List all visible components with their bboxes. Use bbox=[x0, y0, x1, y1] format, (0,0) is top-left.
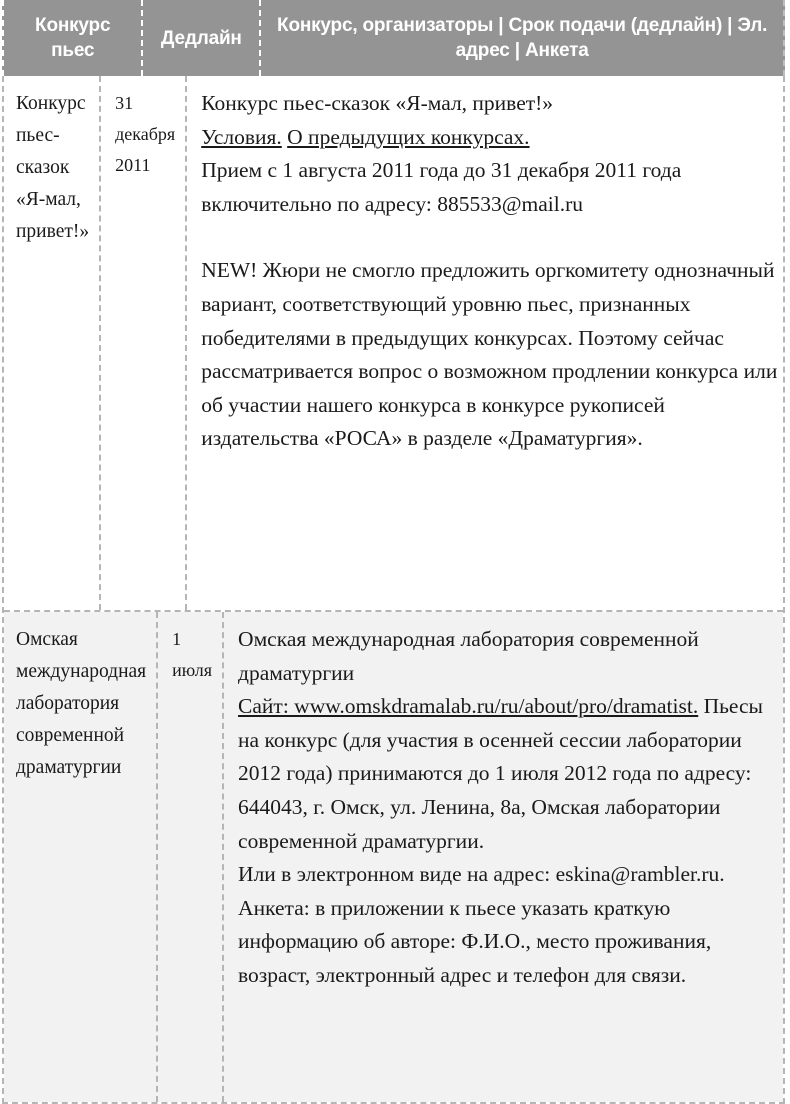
details-email-text: Или в электронном виде на адрес: eskina@rambler.ru. bbox=[238, 862, 725, 887]
column-header-details bbox=[261, 0, 783, 76]
details-site-and-submission bbox=[238, 690, 779, 858]
cell-deadline bbox=[99, 76, 187, 610]
details-news-text: NEW! Жюри не смогло предложить оргкомитету однозначный вариант, соответствующий уровню пьес, признанных победителями в предыдущих конкурсах. Поэтому сейчас рассматривается вопрос о возможном продлении конкурса или об участии нашего конкурса в конкурсе рукописей издательства «РОСА» в разделе «Драматургия». bbox=[201, 258, 778, 451]
details-submission-text: Прием с 1 августа 2011 года до 31 декабря 2011 года включительно по адресу: 885533@mail.ru bbox=[201, 158, 682, 216]
cell-deadline bbox=[156, 612, 224, 1102]
details-title bbox=[238, 623, 779, 690]
details-news bbox=[201, 254, 779, 456]
details-links bbox=[201, 121, 779, 155]
conditions-link[interactable]: Условия. bbox=[201, 124, 282, 149]
details-title-text: Конкурс пьес-сказок «Я-мал, привет!» bbox=[201, 91, 554, 115]
column-header-details-label: Конкурс, организаторы | Срок подачи (дедлайн) | Эл. адрес | Анкета bbox=[277, 15, 768, 61]
table-row bbox=[4, 612, 783, 1102]
deadline-text: 31 декабря 2011 bbox=[115, 93, 176, 175]
details-form-text: Анкета: в приложении к пьесе указать краткую информацию об авторе: Ф.И.О., место проживания, возраст, электронный адрес и телефон для связи. bbox=[238, 895, 712, 987]
column-header-contest bbox=[4, 0, 141, 76]
contest-name-text: Омская международная лаборатория современной драматургии bbox=[16, 629, 147, 778]
details-title bbox=[201, 87, 779, 121]
cell-contest-name bbox=[4, 76, 99, 610]
details-title-text: Омская международная лаборатория современной драматургии bbox=[238, 627, 699, 685]
details-email bbox=[238, 858, 779, 892]
cell-details bbox=[224, 612, 783, 1102]
previous-contests-link[interactable]: О предыдущих конкурсах. bbox=[287, 124, 530, 149]
table-header-row bbox=[2, 0, 785, 76]
website-link[interactable]: Сайт: www.omskdramalab.ru/ru/about/pro/dramatist. bbox=[238, 694, 699, 719]
column-header-deadline bbox=[141, 0, 261, 76]
details-submission-text: Пьесы на конкурс (для участия в осенней сессии лаборатории 2012 года) принимаются до 1 июля 2012 года по адресу: 644043, г. Омск, ул. Ленина, 8а, Омская лаборатории современной драматургии. bbox=[238, 694, 763, 853]
deadline-text: 1 июля bbox=[172, 629, 213, 680]
cell-details bbox=[187, 76, 783, 610]
table-row bbox=[4, 76, 783, 612]
table-body bbox=[2, 76, 785, 1104]
details-form bbox=[238, 892, 779, 993]
details-submission bbox=[201, 154, 779, 221]
column-header-contest-label: Конкурс пьес bbox=[35, 15, 111, 61]
column-header-deadline-label: Дедлайн bbox=[160, 27, 242, 49]
contest-name-text: Конкурс пьес-сказок «Я-мал, привет!» bbox=[16, 93, 90, 242]
cell-contest-name bbox=[4, 612, 156, 1102]
paragraph-spacer bbox=[201, 221, 779, 254]
